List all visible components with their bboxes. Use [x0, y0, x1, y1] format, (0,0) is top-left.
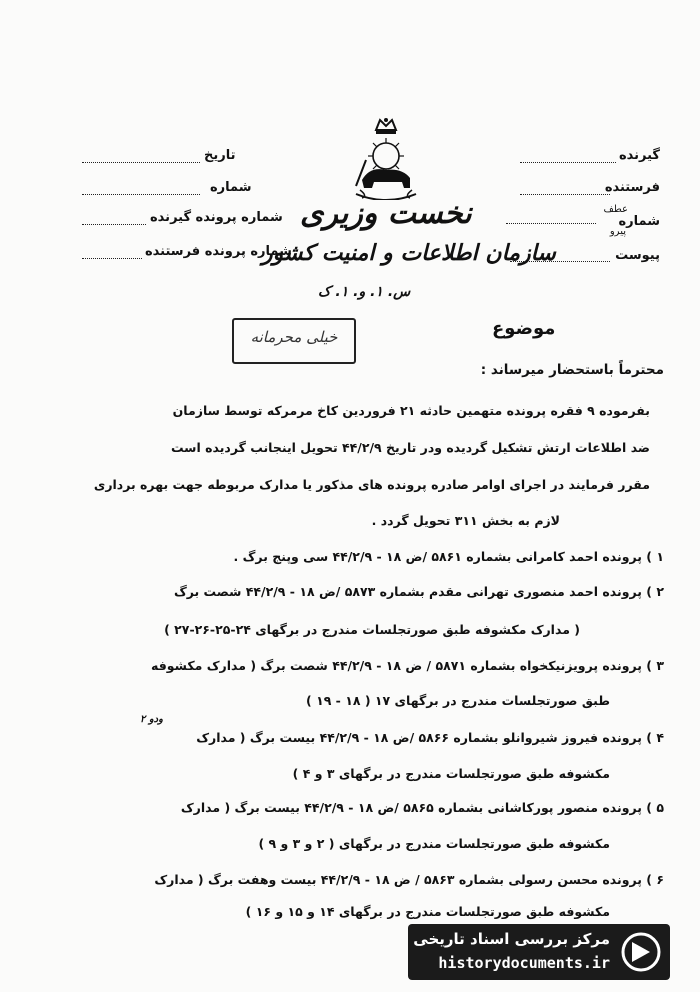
field-line-recipient — [520, 161, 616, 163]
field-label-sender: فرستنده — [604, 180, 660, 195]
field-label-number-left: شماره — [210, 180, 252, 195]
salutation: محترماً باستحضار میرساند : — [480, 362, 664, 378]
field-line-recipient-file — [82, 223, 146, 225]
list-item: ۲ ) پرونده احمد منصوری تهرانی مقدم بشماره ۵۸۷۳ /ض ۱۸ - ۴۴/۲/۹ شصت برگ — [173, 584, 664, 599]
field-line-sender-file — [82, 257, 142, 259]
field-label-number: شماره — [618, 214, 660, 229]
org-title-line2: سازمان اطلاعات و امنیت کشور — [262, 240, 556, 266]
list-item: ۶ ) پرونده محسن رسولی بشماره ۵۸۶۳ / ض ۱۸ - ۴۴/۲/۹ بیست وهفت برگ ( مدارک — [154, 872, 664, 887]
archive-logo-icon — [620, 932, 662, 972]
list-item-continuation: ( مدارک مکشوفه طبق صورتجلسات مندرج در برگهای ۲۴-۲۵-۲۶-۲۷ ) — [164, 622, 580, 637]
watermark-title: مرکز بررسی اسناد تاریخی — [413, 930, 610, 948]
stamp-text: خیلی محرمانه — [250, 328, 338, 346]
body-line: لازم به بخش ۳۱۱ تحویل گردد . — [371, 513, 560, 528]
list-item: ۴ ) پرونده فیروز شیروانلو بشماره ۵۸۶۶ /ض ۱۸ - ۴۴/۲/۹ بیست برگ ( مدارک — [196, 730, 664, 745]
field-line-number — [506, 222, 596, 224]
classification-stamp — [232, 318, 356, 364]
field-label-attachment: پیوست — [615, 248, 660, 263]
body-line: بفرموده ۹ فقره پرونده متهمین حادثه ۲۱ فروردین کاخ مرمرکه توسط سازمان — [172, 403, 650, 418]
field-label-date: تاریخ — [204, 148, 236, 163]
reference-number: س. ۱. و. ۱. ک — [318, 284, 411, 300]
body-line: مقرر فرمایند در اجرای اوامر صادره پرونده های مذکور یا مدارک مربوطه جهت بهره برداری — [93, 477, 650, 492]
list-item-continuation: طبق صورتجلسات مندرج در برگهای ۱۷ ( ۱۸ - ۱۹ ) — [305, 693, 610, 708]
field-line-date — [82, 161, 200, 163]
subject-label: موضوع — [492, 318, 556, 339]
field-label-recipient: گیرنده — [618, 148, 660, 163]
org-title-line1: نخست وزیری — [300, 196, 472, 231]
list-item-continuation: مکشوفه طبق صورتجلسات مندرج در برگهای ۳ و ۴ ) — [292, 766, 610, 781]
field-label-sender-file: شماره پرونده فرستنده — [145, 244, 292, 259]
list-item-continuation: مکشوفه طبق صورتجلسات مندرج در برگهای ( ۲ و ۳ و ۹ ) — [258, 836, 610, 851]
field-line-sender — [520, 193, 610, 195]
field-line-number-left — [82, 193, 200, 195]
list-item: ۱ ) پرونده احمد کامرانی بشماره ۵۸۶۱ /ض ۱۸ - ۴۴/۲/۹ سی وپنج برگ . — [233, 549, 664, 564]
list-item: ۵ ) پرونده منصور پورکاشانی بشماره ۵۸۶۵ /ض ۱۸ - ۴۴/۲/۹ بیست برگ ( مدارک — [180, 800, 664, 815]
list-item: ۳ ) پرونده پرویزنیکخواه بشماره ۵۸۷۱ / ض ۱۸ - ۴۴/۲/۹ شصت برگ ( مدارک مکشوفه — [151, 658, 664, 673]
list-item-continuation: مکشوفه طبق صورتجلسات مندرج در برگهای ۱۴ و ۱۵ و ۱۶ ) — [245, 904, 610, 919]
watermark — [408, 924, 670, 980]
body-line: ضد اطلاعات ارتش تشکیل گردیده ودر تاریخ ۴۴/۲/۹ تحویل اینجانب گردیده است — [170, 440, 650, 455]
watermark-url: historydocuments.ir — [438, 954, 610, 972]
number-sub-bottom: پیرو — [609, 226, 626, 237]
field-label-recipient-file: شماره پرونده گیرنده — [150, 210, 283, 225]
handwritten-annotation: ودو ۲ — [140, 714, 163, 725]
lion-and-sun-emblem-icon — [348, 116, 424, 200]
number-sub-top: عطف — [603, 204, 628, 215]
